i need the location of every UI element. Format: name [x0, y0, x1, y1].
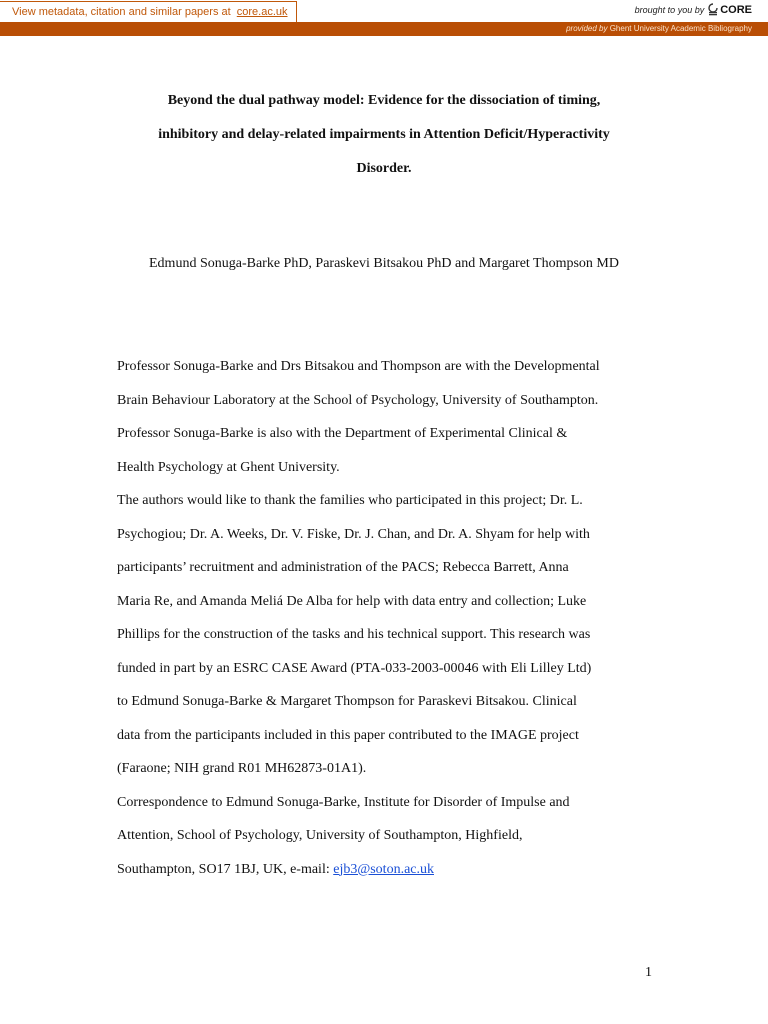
- correspondence-line: Correspondence to Edmund Sonuga-Barke, Institute for Disorder of Impulse and: [117, 794, 570, 810]
- acknowledgement-line: participants’ recruitment and administration of the PACS; Rebecca Barrett, Anna: [117, 560, 569, 575]
- core-logo-text: CORE: [720, 3, 752, 16]
- acknowledgement-line: to Edmund Sonuga-Barke & Margaret Thompson for Paraskevi Bitsakou. Clinical: [117, 694, 577, 709]
- core-logo[interactable]: [708, 3, 752, 16]
- page-number: 1: [645, 965, 652, 980]
- provided-by-label: provided by: [566, 24, 608, 33]
- metadata-text: View metadata, citation and similar papers at: [12, 6, 231, 18]
- acknowledgement-line: Phillips for the construction of the tasks and his technical support. This research was: [117, 627, 591, 642]
- affiliation-line: Professor Sonuga-Barke and Drs Bitsakou and Thompson are with the Developmental: [117, 359, 600, 374]
- paper-title: [110, 84, 658, 186]
- provided-by-source[interactable]: Ghent University Academic Bibliography: [609, 24, 752, 33]
- correspondence-line: Attention, School of Psychology, University of Southampton, Highfield,: [117, 828, 523, 843]
- core-ac-uk-link[interactable]: core.ac.uk: [236, 6, 288, 18]
- brought-text: brought to you by: [634, 4, 705, 15]
- title-line: inhibitory and delay-related impairments in Attention Deficit/Hyperactivity: [158, 127, 610, 142]
- title-line: Beyond the dual pathway model: Evidence for the dissociation of timing,: [167, 93, 601, 108]
- author-list: Edmund Sonuga-Barke PhD, Paraskevi Bitsakou PhD and Margaret Thompson MD: [149, 256, 619, 271]
- acknowledgement-line: data from the participants included in this paper contributed to the IMAGE project: [117, 727, 579, 743]
- affiliation-line: Professor Sonuga-Barke is also with the Department of Experimental Clinical &: [117, 426, 568, 441]
- affiliation-line: Health Psychology at Ghent University.: [117, 459, 340, 475]
- brought-to-you-by: [635, 3, 752, 16]
- acknowledgement-line: Psychogiou; Dr. A. Weeks, Dr. V. Fiske, Dr. J. Chan, and Dr. A. Shyam for help with: [117, 526, 590, 542]
- view-metadata-banner[interactable]: [0, 1, 297, 23]
- title-line: Disorder.: [356, 161, 412, 176]
- provided-by-bar: [0, 22, 768, 36]
- acknowledgement-line: The authors would like to thank the families who participated in this project; Dr. L.: [117, 493, 583, 508]
- acknowledgement-line: Maria Re, and Amanda Meliá De Alba for help with data entry and collection; Luke: [117, 593, 587, 609]
- acknowledgement-line: funded in part by an ESRC CASE Award (PTA-033-2003-00046 with Eli Lilley Ltd): [117, 660, 592, 676]
- core-logo-icon: [708, 3, 718, 16]
- correspondence-line: [117, 853, 677, 887]
- core-header-bar: [0, 0, 768, 23]
- affiliation-line: Brain Behaviour Laboratory at the School of Psychology, University of Southampton.: [117, 392, 599, 408]
- email-link[interactable]: ejb3@soton.ac.uk: [333, 861, 434, 877]
- front-matter-body: [117, 350, 677, 886]
- acknowledgement-line: (Faraone; NIH grand R01 MH62873-01A1).: [117, 761, 367, 776]
- provided-by-text: [566, 23, 752, 35]
- correspondence-address: Southampton, SO17 1BJ, UK, e-mail:: [117, 861, 334, 877]
